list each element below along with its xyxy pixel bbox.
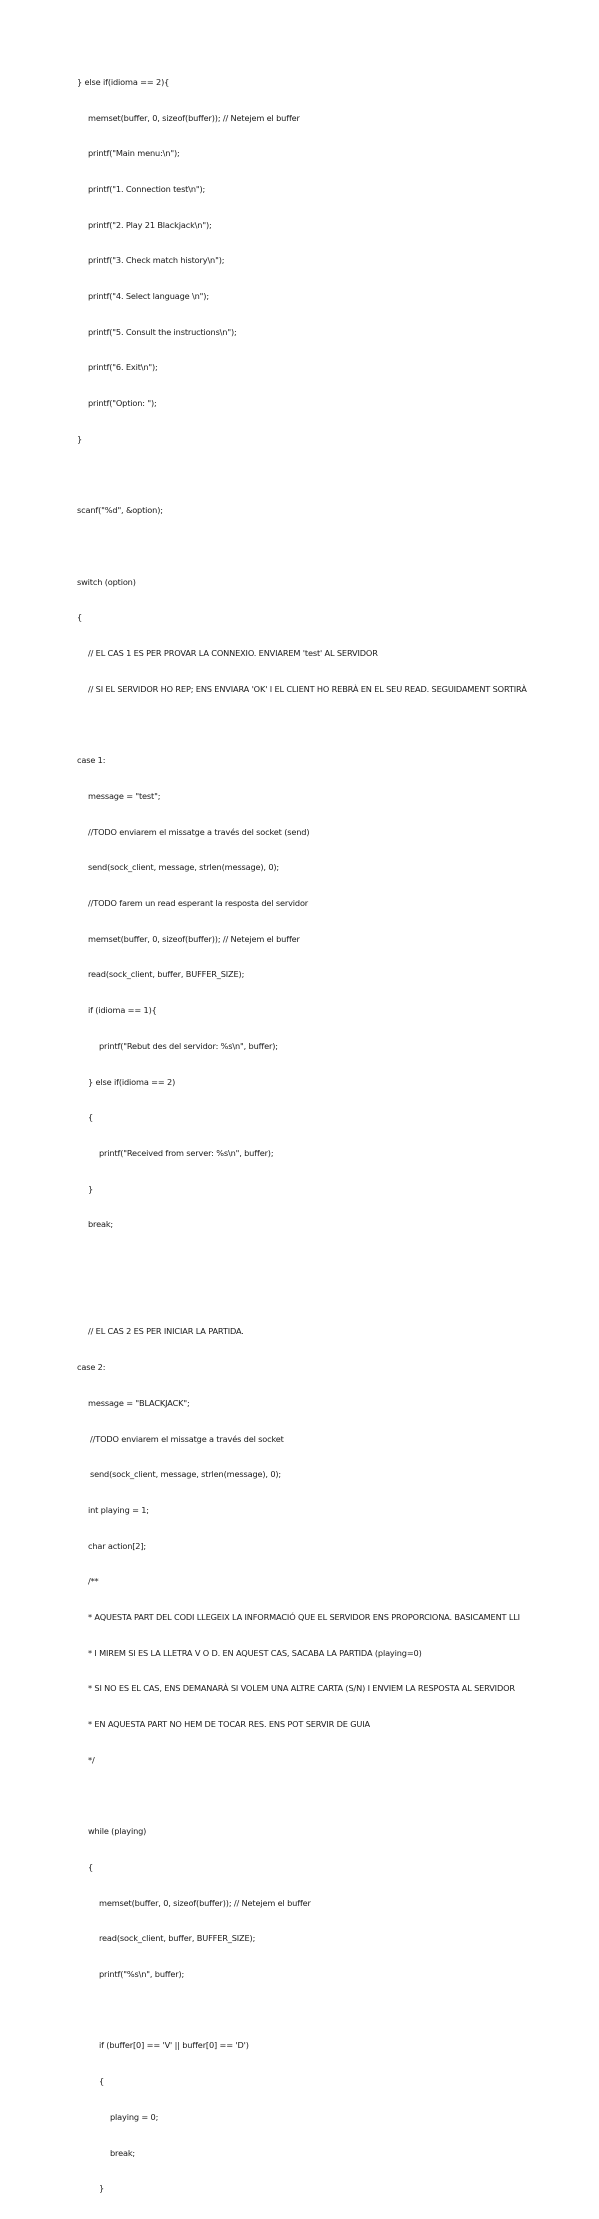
code-line: printf("6. Exit\n"); [88, 362, 158, 373]
code-line: if (buffer[0] == 'V' || buffer[0] == 'D') [99, 2040, 249, 2051]
code-line: printf("Option: "); [88, 398, 157, 409]
code-line: message = "BLACKJACK"; [88, 1397, 190, 1408]
blank-line [77, 1255, 599, 1267]
code-line: { [77, 612, 83, 623]
blank-line [77, 1291, 599, 1303]
code-line: printf("Received from server: %s\n", buffer); [99, 1147, 274, 1158]
code-line: { [88, 1112, 94, 1123]
code-comment: * AQUESTA PART DEL CODI LLEGEIX LA INFORMACIÓ QUE EL SERVIDOR ENS PROPORCIONA. BASICAMENT LLI [88, 1612, 520, 1623]
code-listing [77, 53, 599, 2219]
code-comment: //TODO enviarem el missatge a través del socket (send) [88, 826, 310, 837]
code-line: break; [110, 2147, 136, 2158]
code-line: { [99, 2076, 105, 2087]
blank-line [77, 470, 599, 482]
code-line: printf("2. Play 21 Blackjack\n"); [88, 219, 212, 230]
code-line: break; [88, 1219, 114, 1230]
code-line: scanf("%d", &option); [77, 505, 163, 516]
code-line: char action[2]; [88, 1540, 146, 1551]
code-comment: * EN AQUESTA PART NO HEM DE TOCAR RES. ENS POT SERVIR DE GUIA [88, 1719, 370, 1730]
code-comment: //TODO enviarem el missatge a través del socket [90, 1433, 284, 1444]
code-line: case 2: [77, 1362, 106, 1373]
code-line: printf("4. Select language \n"); [88, 291, 209, 302]
code-line: if (idioma == 1){ [88, 1005, 157, 1016]
code-line: printf("3. Check match history\n"); [88, 255, 225, 266]
code-line: send(sock_client, message, strlen(message), 0); [88, 862, 280, 873]
code-line: { [88, 1861, 94, 1872]
code-line: while (playing) [88, 1826, 147, 1837]
code-line: printf("%s\n", buffer); [99, 1969, 185, 1980]
code-line: } [77, 433, 83, 444]
blank-line [77, 1791, 599, 1803]
code-comment: // SI EL SERVIDOR HO REP; ENS ENVIARA 'OK' I EL CLIENT HO REBRÀ EN EL SEU READ. SEGUIDAMENT SORTIRÀ [88, 683, 527, 694]
code-comment: //TODO farem un read esperant la resposta del servidor [88, 897, 309, 908]
code-line: send(sock_client, message, strlen(message), 0); [90, 1469, 282, 1480]
code-comment: * I MIREM SI ES LA LLETRA V O D. EN AQUEST CAS, SACABA LA PARTIDA (playing=0) [88, 1647, 422, 1658]
code-line: } [99, 2183, 105, 2194]
code-comment: // EL CAS 1 ES PER PROVAR LA CONNEXIO. ENVIAREM 'test' AL SERVIDOR [88, 648, 378, 659]
code-line: memset(buffer, 0, sizeof(buffer)); // Netejem el buffer [88, 933, 300, 944]
code-line: playing = 0; [110, 2111, 159, 2122]
code-line: memset(buffer, 0, sizeof(buffer)); // Netejem el buffer [88, 112, 300, 123]
blank-line [77, 719, 599, 731]
code-line: } [88, 1183, 94, 1194]
code-line: switch (option) [77, 576, 136, 587]
code-line: case 1: [77, 755, 106, 766]
code-line: memset(buffer, 0, sizeof(buffer)); // Netejem el buffer [99, 1897, 311, 1908]
code-line: int playing = 1; [88, 1504, 149, 1515]
code-line: message = "test"; [88, 790, 161, 801]
code-comment: // EL CAS 2 ES PER INICIAR LA PARTIDA. [88, 1326, 244, 1337]
blank-line [77, 2005, 599, 2017]
blank-line [77, 541, 599, 553]
code-line: printf("Main menu:\n"); [88, 148, 180, 159]
code-line: read(sock_client, buffer, BUFFER_SIZE); [99, 1933, 256, 1944]
code-line: } else if(idioma == 2) [88, 1076, 176, 1087]
code-line: read(sock_client, buffer, BUFFER_SIZE); [88, 969, 245, 980]
code-comment: /** [88, 1576, 99, 1587]
code-line: printf("5. Consult the instructions\n"); [88, 326, 237, 337]
code-line: } else if(idioma == 2){ [77, 76, 170, 87]
code-line: printf("Rebut des del servidor: %s\n", buffer); [99, 1040, 278, 1051]
code-line: printf("1. Connection test\n"); [88, 183, 206, 194]
code-comment: * SI NO ES EL CAS, ENS DEMANARÀ SI VOLEM UNA ALTRE CARTA (S/N) I ENVIEM LA RESPOSTA AL SERVIDOR [88, 1683, 515, 1694]
code-comment: */ [88, 1754, 95, 1765]
